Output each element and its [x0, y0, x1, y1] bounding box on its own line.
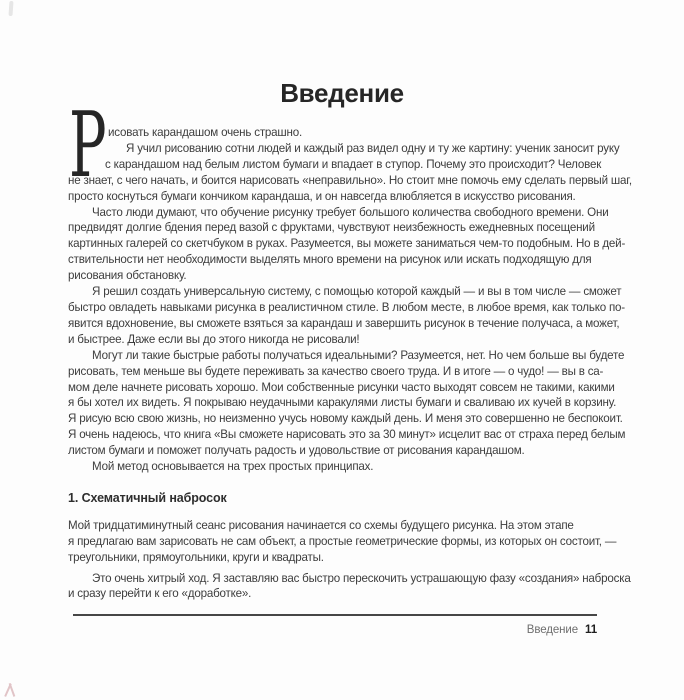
text-line: Я учил рисованию сотни людей и каждый раз видел одну и ту же картину: ученик заносит руку — [126, 141, 620, 155]
text-line: Это очень хитрый ход. Я заставляю вас быстро перескочить устрашающую фазу «создания» наброска — [92, 571, 631, 585]
section-heading: 1. Схематичный набросок — [68, 490, 227, 505]
text-line: ствительности нет необходимости выделять много времени на рисунок или искать подходящую для — [68, 253, 592, 267]
text-line: картинных галерей со скетчбуком в руках. Разумеется, вы можете заниматься чем-то подобным. Но в дей- — [68, 237, 626, 251]
text-line: с карандашом над белым листом бумаги и впадает в ступор. Почему это происходит? Человек — [105, 157, 602, 171]
text-line: быстро овладеть навыками рисунка в реалистичном стиле. В любом месте, в любое время, как только по- — [68, 300, 625, 314]
footer-chapter-label: Введение — [526, 624, 579, 636]
text-line: Часто люди думают, что обучение рисунку требует большого количества свободного времени. Они — [92, 205, 609, 219]
text-line: я бы хотел их видеть. Я покрываю неудачными каракулями листы бумаги и сваливаю их кучей в корзину. — [68, 396, 617, 410]
text-line: я предлагаю вам зарисовать не сам объект, а простые геометрические формы, из которых он состоит, — — [68, 534, 617, 548]
text-line: Я рисую всю свою жизнь, но неизменно учусь новому каждый день. И меня это совершенно не беспокоит. — [68, 412, 623, 426]
page-footer — [527, 624, 597, 636]
footer-rule — [73, 614, 597, 616]
text-line: Я решил создать универсальную систему, с помощью которой каждый — и вы в том числе — сможет — [92, 285, 622, 299]
text-line: Мой метод основывается на трех простых принципах. — [92, 460, 374, 474]
drop-cap-letter: Р — [69, 93, 107, 198]
text-line: и сразу перейти к его «доработке». — [68, 587, 252, 601]
footer-page-number: 11 — [585, 624, 597, 636]
scan-artifact-top-left — [8, 1, 13, 16]
text-line: предвидят долгие бдения перед вазой с фруктами, чувствуют неизбежность ежедневных посещений — [68, 221, 595, 235]
text-line: явится вдохновение, вы сможете взяться за карандаш и завершить рисунок в течение получаса, а может, — [68, 316, 620, 330]
text-line: треугольники, прямоугольники, круги и квадраты. — [68, 550, 324, 564]
text-line: мом деле начнете рисовать хорошо. Мои собственные рисунки часто выходят совсем не такими, какими — [68, 380, 615, 394]
text-line: Я очень надеюсь, что книга «Вы сможете нарисовать это за 30 минут» исцелит вас от страха перед белым — [68, 428, 626, 442]
body-text-column — [68, 125, 648, 602]
text-line: не знает, с чего начать, и боится нарисовать «неправильно». Но стоит мне помочь ему сделать первый шаг, — [68, 173, 632, 187]
scan-artifact-bottom-left — [3, 683, 16, 697]
text-line: исовать карандашом очень страшно. — [108, 126, 302, 139]
text-line: рисования обстановку. — [68, 269, 187, 283]
text-line: и быстрее. Даже если вы до этого никогда не рисовали! — [68, 332, 360, 346]
text-line: Мой тридцатиминутный сеанс рисования начинается со схемы будущего рисунка. На этом этапе — [68, 518, 574, 532]
intro-paragraphs — [68, 125, 648, 475]
text-line: листом бумаги и поможет получать радость и удовольствие от рисования карандашом. — [68, 444, 525, 458]
text-line: рисовать, тем меньше вы будете переживать за качество своего труда. И в итоге — о чудо! — вы в са- — [68, 364, 604, 378]
text-line: просто коснуться бумаги кончиком карандаша, и он навсегда влюбляется в искусство рисования. — [68, 189, 576, 203]
section-paragraphs — [68, 518, 648, 603]
text-line: Могут ли такие быстрые работы получаться идеальными? Разумеется, нет. Но чем больше вы будете — [92, 348, 625, 362]
page-title: Введение — [280, 78, 404, 108]
